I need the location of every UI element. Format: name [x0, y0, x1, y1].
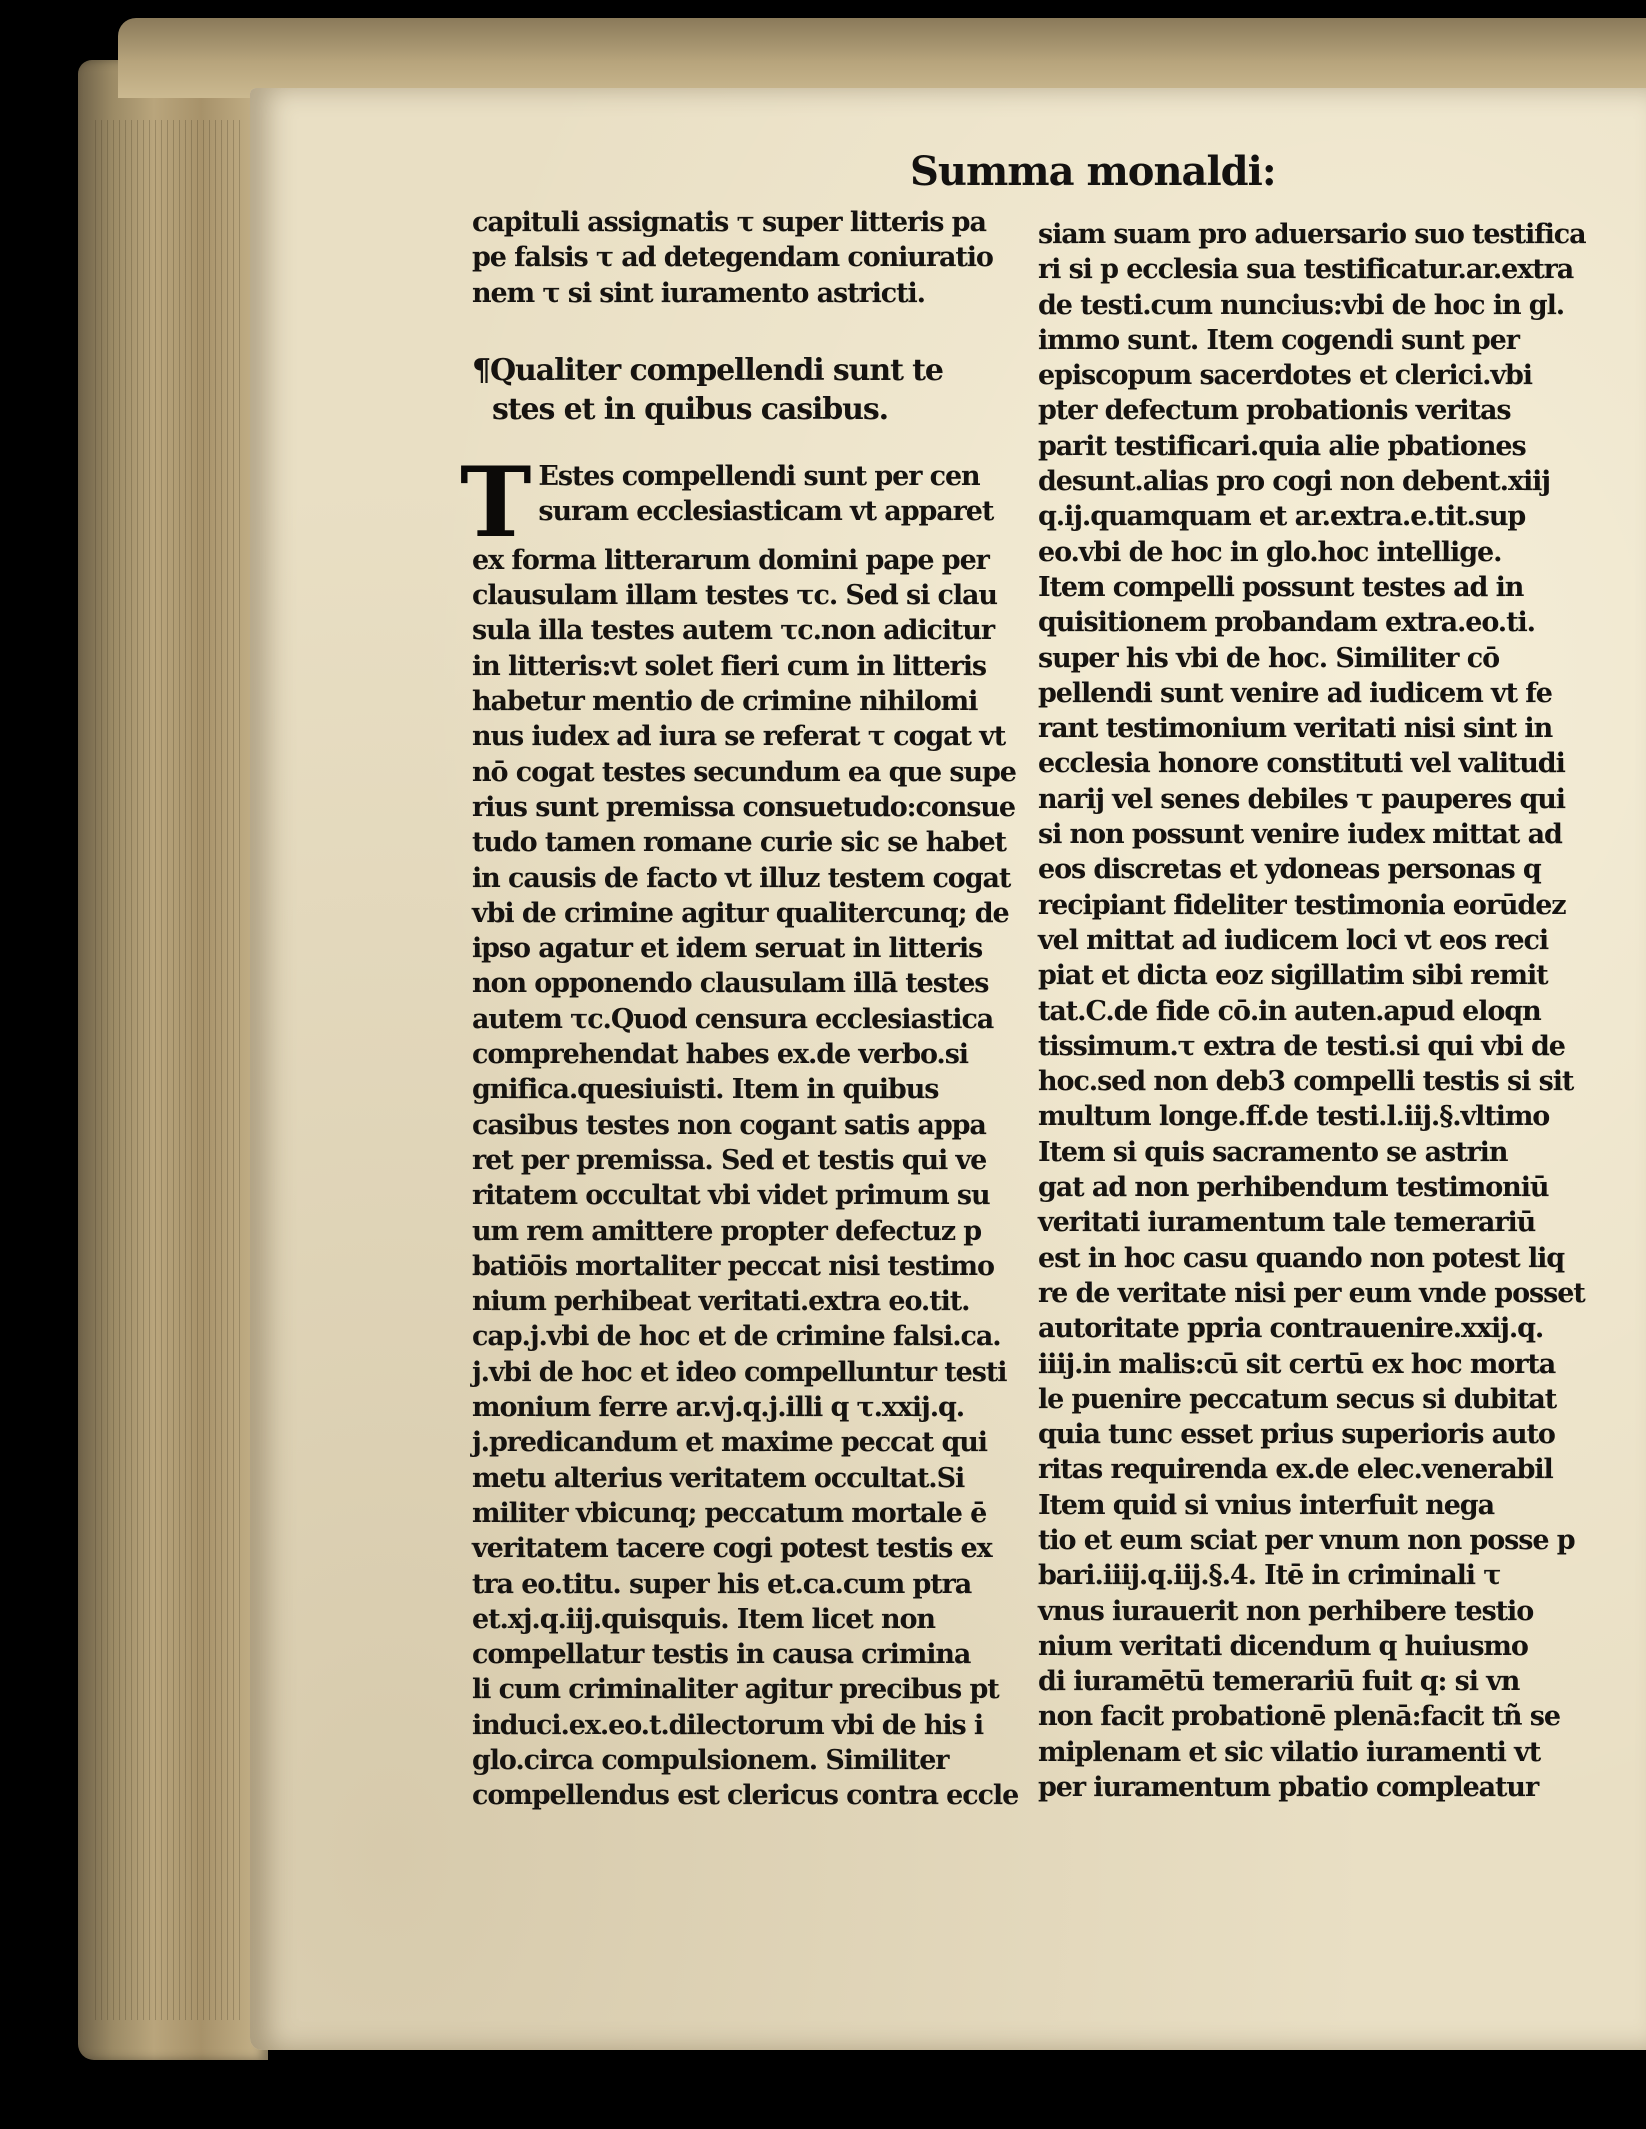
text-line: siam suam pro aduersario suo testifica [1038, 219, 1586, 250]
text-line: miplenam et sic vilatio iuramenti vt [1038, 1736, 1541, 1768]
text-line: Item compelli possunt testes ad in [1038, 571, 1524, 603]
body-text [1038, 217, 1598, 1805]
first-paragraph-opening [460, 445, 1012, 559]
book-top-edge [118, 18, 1646, 98]
heading-text: Qualiter compellendi sunt te [490, 352, 943, 388]
text-line: eos discretas et ydoneas personas q [1038, 854, 1541, 886]
text-line: comprehendat habes ex.de verbo.si [472, 1039, 968, 1071]
text-line: autem τc.Quod censura ecclesiastica [472, 1003, 994, 1035]
text-line: nium veritati dicendum q huiusmo [1038, 1630, 1528, 1662]
text-line: ret per premissa. Sed et testis qui ve [472, 1144, 987, 1176]
text-line: per iuramentum pbatio compleatur [1038, 1772, 1539, 1804]
text-line: tat.C.de fide cō.in auten.apud eloqn [1038, 995, 1541, 1027]
text-line: suram ecclesiasticam vt apparet [538, 496, 994, 528]
text-line: vbi de crimine agitur qualitercunq; de [472, 897, 1009, 929]
text-line: tio et eum sciat per vnum non posse p [1038, 1524, 1575, 1556]
text-line: induci.ex.eo.t.dilectorum vbi de his i [472, 1709, 984, 1741]
text-line: desunt.alias pro cogi non debent.xiij [1038, 466, 1550, 498]
heading-line [472, 351, 1012, 390]
text-line: sula illa testes autem τc.non adicitur [472, 615, 995, 647]
text-line: compellatur testis in causa crimina [472, 1639, 971, 1671]
text-line: Item quid si vnius interfuit nega [1038, 1489, 1494, 1521]
body-text [472, 543, 1019, 1814]
text-line: tudo tamen romane curie sic se habet [472, 827, 1006, 859]
text-line: ritas requirenda ex.de elec.venerabil [1038, 1454, 1553, 1486]
book-page-edges [95, 120, 245, 2020]
text-line: non opponendo clausulam illā testes [472, 968, 989, 1000]
text-line: ecclesia honore constituti vel valitudi [1038, 748, 1565, 780]
text-line: tra eo.titu. super his et.ca.cum ptra [472, 1568, 972, 1600]
text-line: nem τ si sint iuramento astricti. [472, 277, 925, 309]
text-line: j.predicandum et maxime peccat qui [472, 1427, 987, 1459]
text-line: multum longe.ff.de testi.l.iij.§.vltimo [1038, 1101, 1550, 1133]
text-line: militer vbicunq; peccatum mortale ē [472, 1497, 987, 1529]
text-line: q.ij.quamquam et ar.extra.e.tit.sup [1038, 501, 1526, 533]
text-line: um rem amittere propter defectuz p [472, 1215, 982, 1247]
text-line: recipiant fideliter testimonia eorūdez [1038, 889, 1566, 921]
text-line: Item si quis sacramento se astrin [1038, 1136, 1508, 1168]
text-line: gnifica.quesiuisti. Item in quibus [472, 1074, 939, 1106]
text-line: vel mittat ad iudicem loci vt eos reci [1038, 924, 1549, 956]
text-line: ex forma litterarum domini pape per [472, 544, 989, 576]
text-line: metu alterius veritatem occultat.Si [472, 1462, 965, 1494]
text-line: casibus testes non cogant satis appa [472, 1109, 986, 1141]
text-line: hoc.sed non deb3 compelli testis si sit [1038, 1066, 1574, 1098]
text-line: bari.iiij.q.iij.§.4. Itē in criminali τ [1038, 1560, 1501, 1592]
text-line: nium perhibeat veritati.extra eo.tit. [472, 1286, 970, 1318]
text-line: immo sunt. Item cogendi sunt per [1038, 324, 1519, 356]
text-line: veritatem tacere cogi potest testis ex [472, 1533, 992, 1565]
text-line: pter defectum probationis veritas [1038, 395, 1511, 427]
text-line: nus iudex ad iura se referat τ cogat vt [472, 721, 1006, 753]
text-line: ritatem occultat vbi videt primum su [472, 1180, 990, 1212]
spacer [472, 429, 1012, 459]
text-line: ipso agatur et idem seruat in litteris [472, 933, 983, 965]
text-line: cap.j.vbi de hoc et de crimine falsi.ca. [472, 1321, 1001, 1353]
text-line: in causis de facto vt illuz testem cogat [472, 862, 1011, 894]
text-line: rant testimonium veritati nisi sint in [1038, 713, 1553, 745]
text-line: rius sunt premissa consuetudo:consue [472, 791, 1015, 823]
text-line: et.xj.q.iij.quisquis. Item licet non [472, 1603, 935, 1635]
text-line: non facit probationē plenā:facit tñ se [1038, 1701, 1560, 1733]
text-line: compellendus est clericus contra eccle [472, 1780, 1019, 1812]
text-line: di iuramētū temerariū fuit q: si vn [1038, 1666, 1520, 1698]
text-line: quia tunc esset prius superioris auto [1038, 1419, 1555, 1451]
text-line: pellendi sunt venire ad iudicem vt fe [1038, 677, 1552, 709]
text-line: est in hoc casu quando non potest liq [1038, 1242, 1565, 1274]
text-line: capituli assignatis τ super litteris pa [472, 207, 986, 238]
left-text-column [460, 205, 1019, 1814]
text-line: pe falsis τ ad detegendam coniuratio [472, 242, 993, 274]
right-text-column [1038, 217, 1598, 1805]
section-heading [472, 351, 1012, 429]
text-line: li cum criminaliter agitur precibus pt [472, 1674, 999, 1706]
text-line: super his vbi de hoc. Similiter cō [1038, 642, 1499, 674]
text-line: veritati iuramentum tale temerariū [1038, 1207, 1536, 1239]
text-line: clausulam illam testes τc. Sed si clau [472, 580, 997, 612]
text-line: piat et dicta eoz sigillatim sibi remit [1038, 960, 1548, 992]
text-line: vnus iurauerit non perhibere testio [1038, 1595, 1534, 1627]
paragraph-mark: ¶ [472, 352, 490, 388]
text-line: si non possunt venire iudex mittat ad [1038, 819, 1562, 851]
heading-line: stes et in quibus casibus. [492, 391, 889, 427]
text-line: le puenire peccatum secus si dubitat [1038, 1383, 1557, 1415]
text-line: de testi.cum nuncius:vbi de hoc in gl. [1038, 289, 1565, 321]
spacer [472, 311, 1012, 351]
text-line: nō cogat testes secundum ea que supe [472, 756, 1016, 788]
text-line: in litteris:vt solet fieri cum in litteris [472, 650, 987, 682]
text-line: re de veritate nisi per eum vnde posset [1038, 1277, 1585, 1309]
text-line: monium ferre ar.vj.q.j.illi q τ.xxij.q. [472, 1392, 965, 1424]
text-line: parit testificari.quia alie pbationes [1038, 430, 1526, 462]
text-line: eo.vbi de hoc in glo.hoc intellige. [1038, 536, 1502, 568]
text-line: tissimum.τ extra de testi.si qui vbi de [1038, 1030, 1565, 1062]
drop-initial: T [460, 445, 531, 559]
text-line: narij vel senes debiles τ pauperes qui [1038, 783, 1565, 815]
text-line: batiōis mortaliter peccat nisi testimo [472, 1250, 994, 1282]
text-line: glo.circa compulsionem. Similiter [472, 1744, 949, 1776]
text-line: iiij.in malis:cū sit certū ex hoc morta [1038, 1348, 1556, 1380]
text-line: gat ad non perhibendum testimoniū [1038, 1172, 1549, 1204]
text-line: j.vbi de hoc et ideo compelluntur testi [472, 1356, 1007, 1388]
intro-lines [472, 205, 1012, 311]
running-head: Summa monaldi: [910, 148, 1276, 195]
text-line: habetur mentio de crimine nihilomi [472, 686, 978, 718]
text-line: episcopum sacerdotes et clerici.vbi [1038, 360, 1532, 392]
text-line: quisitionem probandam extra.eo.ti. [1038, 607, 1535, 639]
text-line: autoritate ppria contrauenire.xxij.q. [1038, 1313, 1544, 1345]
text-line: ri si p ecclesia sua testificatur.ar.extra [1038, 254, 1574, 286]
text-line: Estes compellendi sunt per cen [538, 460, 980, 492]
